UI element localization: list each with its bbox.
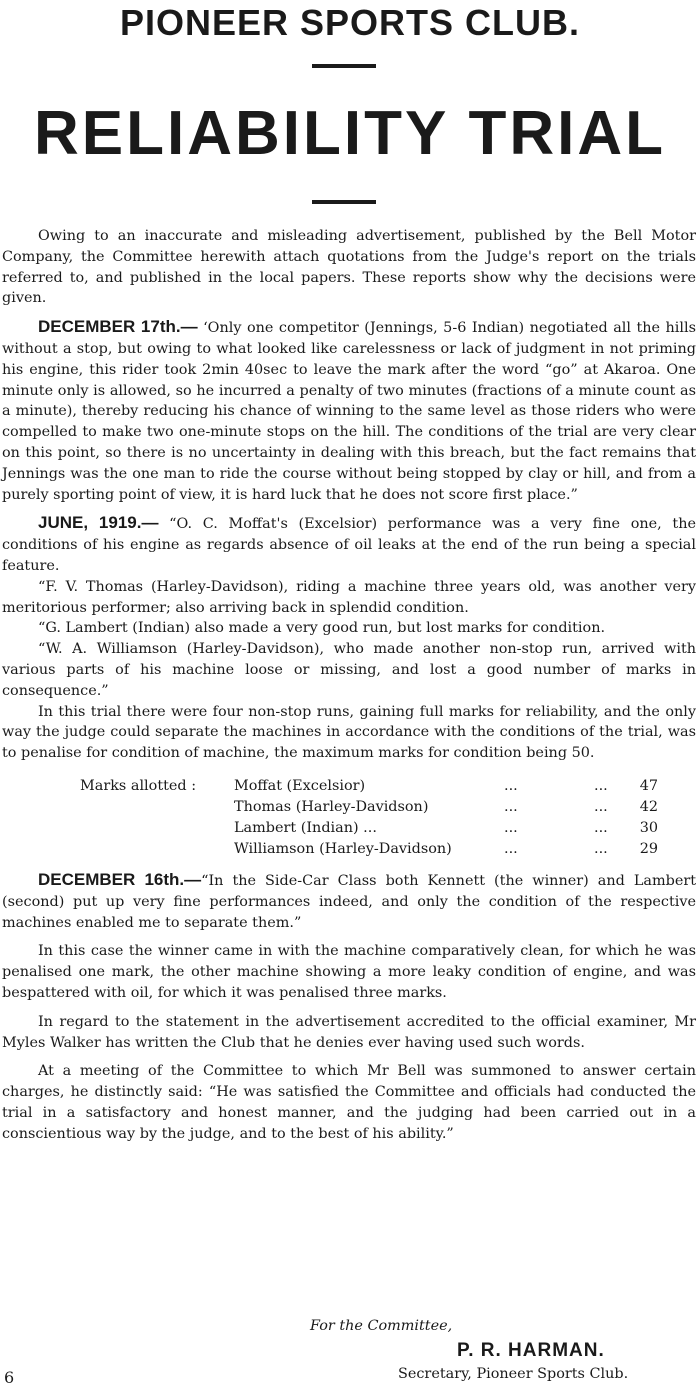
marks-value: 29 [639, 840, 658, 857]
dec16-paragraph [2, 870, 696, 933]
club-header: PIONEER SPORTS CLUB. [119, 2, 581, 43]
lambert-paragraph: “G. Lambert (Indian) also made a very good run, but lost marks for condition. [38, 620, 606, 637]
dec17-paragraph [2, 317, 696, 505]
thomas-paragraph: “F. V. Thomas (Harley-Davidson), riding a machine three years old, was another very meritorious performer; also arriving back in splendid condition. [2, 578, 696, 616]
marks-value: 30 [639, 819, 658, 836]
article-body [2, 226, 696, 1144]
meeting-paragraph: At a meeting of the Committee to which Mr Bell was summoned to answer certain charges, he distinctly said: “He was satisfied the Committee and officials had conducted the trial in a satisfactory and honest manner, and the judging had been carried out in a conscientious way by the judge, and to the best of his ability.” [2, 1063, 696, 1142]
marks-leader: ... [594, 819, 608, 836]
marks-row [2, 839, 696, 860]
williamson-paragraph: “W. A. Williamson (Harley-Davidson), who made another non-stop run, arrived with various parts of his machine loose or missing, and lost a good number of marks in consequence.” [2, 641, 696, 699]
june-text: “O. C. Moffat's (Excelsior) performance was a very fine one, the conditions of his engine as regards absence of oil leaks at the end of the run being a special feature. [2, 516, 696, 574]
examiner-paragraph: In regard to the statement in the advertisement accredited to the official examiner, Mr Myles Walker has written the Club that he denies ever having used such words. [2, 1013, 696, 1051]
june-paragraph [2, 513, 696, 576]
signer-role: Secretary, Pioneer Sports Club. [398, 1366, 629, 1382]
marks-value: 47 [639, 777, 658, 794]
title-rule [312, 200, 376, 204]
dec17-text: ‘Only one competitor (Jennings, 5-6 Indian) negotiated all the hills without a stop, but owing to what looked like carelessness or lack of judgment in not priming his engine, this rider took 2min 40sec to leave the mark after the word “go” at Akaroa. One minute only is allowed, so he incurred a penalty of two minutes (fractions of a minute count as a minute), thereby reducing his chance of winning to the same level as those riders who were compelled to make two one-minute stops on the hill. The conditions of the trial are very clear on this point, so there is no uncertainty in dealing with this breach, but the fact remains that Jennings was the one man to ride the course without being stopped by clay or hill, and from a purely sporting point of view, it is hard luck that he does not score first place.” [2, 320, 696, 503]
dec16-text: “In the Side-Car Class both Kennett (the winner) and Lambert (second) put up very fine performances indeed, and only the condition of the respective machines enabled me to separate them.” [2, 872, 696, 931]
page-title: RELIABILITY TRIAL [34, 99, 666, 168]
marks-rider: Thomas (Harley-Davidson) [234, 798, 429, 815]
header-rule [312, 64, 376, 68]
marks-leader: ... [594, 777, 608, 794]
marks-table [2, 776, 696, 860]
marks-leader: ... [594, 840, 608, 857]
marks-rider: Moffat (Excelsior) [234, 777, 366, 794]
marks-row [2, 797, 696, 818]
marks-rider: Lambert (Indian) ... [234, 819, 377, 836]
june-lead: JUNE, 1919.— [38, 513, 159, 533]
dec17-lead: DECEMBER 17th.— [38, 317, 198, 337]
marks-leader: ... [504, 777, 518, 794]
marks-row [2, 776, 696, 797]
intro-paragraph: Owing to an inaccurate and misleading advertisement, published by the Bell Motor Company, the Committee herewith attach quotations from the Judge's report on the trials referred to, and published in the local papers. These reports show why the decisions were given. [2, 228, 696, 307]
signer-name: P. R. HARMAN. [457, 1340, 605, 1361]
marks-leader: ... [504, 840, 518, 857]
marks-leader: ... [594, 798, 608, 815]
marks-leader: ... [504, 819, 518, 836]
trial-paragraph: In this trial there were four non-stop runs, gaining full marks for reliability, and the only way the judge could separate the machines in accordance with the conditions of the trial, was to penalise for condition of machine, the maximum marks for condition being 50. [2, 703, 696, 762]
marks-leader: ... [504, 798, 518, 815]
signoff-line: For the Committee, [310, 1318, 453, 1334]
page-number: 6 [4, 1368, 15, 1387]
marks-rider: Williamson (Harley-Davidson) [234, 840, 452, 857]
marks-label: Marks allotted : [80, 777, 197, 794]
penalty-paragraph: In this case the winner came in with the machine comparatively clean, for which he was penalised one mark, the other machine showing a more leaky condition of engine, and was bespattered with oil, for which it was penalised three marks. [2, 943, 696, 1001]
dec16-lead: DECEMBER 16th.— [38, 869, 202, 889]
marks-value: 42 [639, 798, 658, 815]
marks-row [2, 818, 696, 839]
